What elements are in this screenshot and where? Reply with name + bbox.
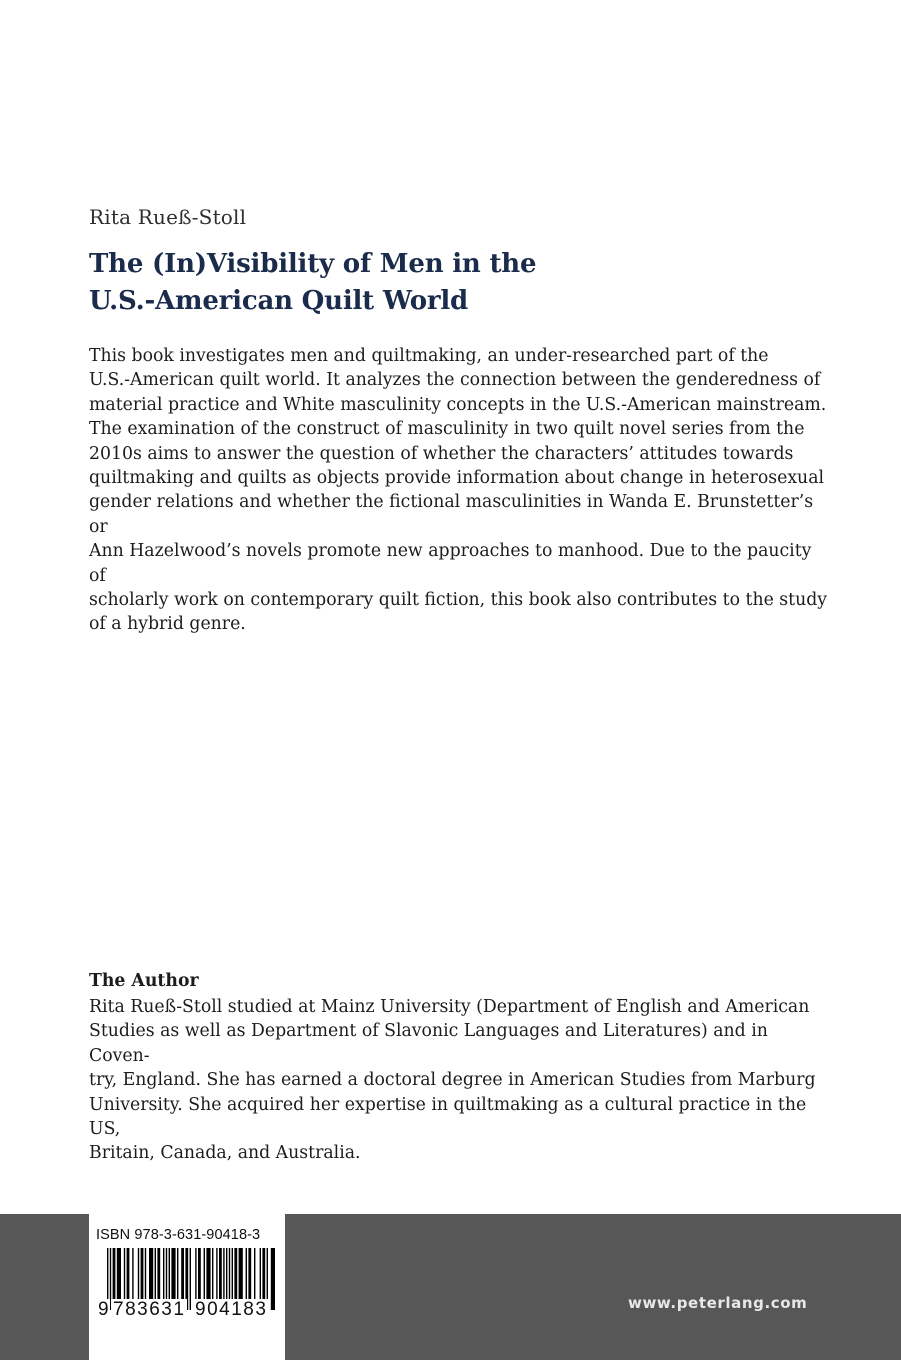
barcode-bar <box>190 1248 191 1310</box>
title-line-2: U.S.-American Quilt World <box>89 286 469 316</box>
publisher-website[interactable]: www.peterlang.com <box>628 1294 808 1312</box>
book-title <box>89 246 536 320</box>
isbn-label: ISBN 978-3-631-90418-3 <box>96 1227 261 1243</box>
barcode-bar <box>271 1248 275 1310</box>
about-author-heading: The Author <box>89 971 199 991</box>
barcode-box <box>89 1214 285 1360</box>
title-line-1: The (In)Visibility of Men in the <box>89 249 537 279</box>
about-author-text: Rita Rueß-Stoll studied at Mainz University (Department of English and American Studies as well as Department of Slavonic Languages and Literatures) and in Coven- try, England. She has earned a doctoral degree in American Studies from Marburg University. She acquired her expertise in quiltmaking as a cultural practice in the US, Britain, Canada, and Australia. <box>89 997 816 1164</box>
barcode-digit-group-1: 783631 <box>113 1299 186 1320</box>
author-name: Rita Rueß-Stoll <box>89 205 247 229</box>
barcode-digit-group-2: 904183 <box>195 1299 268 1320</box>
book-blurb: This book investigates men and quiltmaking, an under-researched part of the U.S.-American quilt world. It analyzes the connection between the genderedness of material practice and White masculinity concepts in the U.S.-American mainstream. The examination of the construct of masculinity in two quilt novel series from the 2010s aims to answer the question of whether the characters’ attitudes towards quiltmaking and quilts as objects provide information about change in heterosexual gender relations and whether the fictional masculinities in Wanda E. Brunstetter’s or Ann Hazelwood’s novels promote new approaches to manhood. Due to the paucity of scholarly work on contemporary quilt fiction, this book also contributes to the study of a hybrid genre. <box>89 346 828 635</box>
barcode-digit-1: 9 <box>98 1299 109 1320</box>
